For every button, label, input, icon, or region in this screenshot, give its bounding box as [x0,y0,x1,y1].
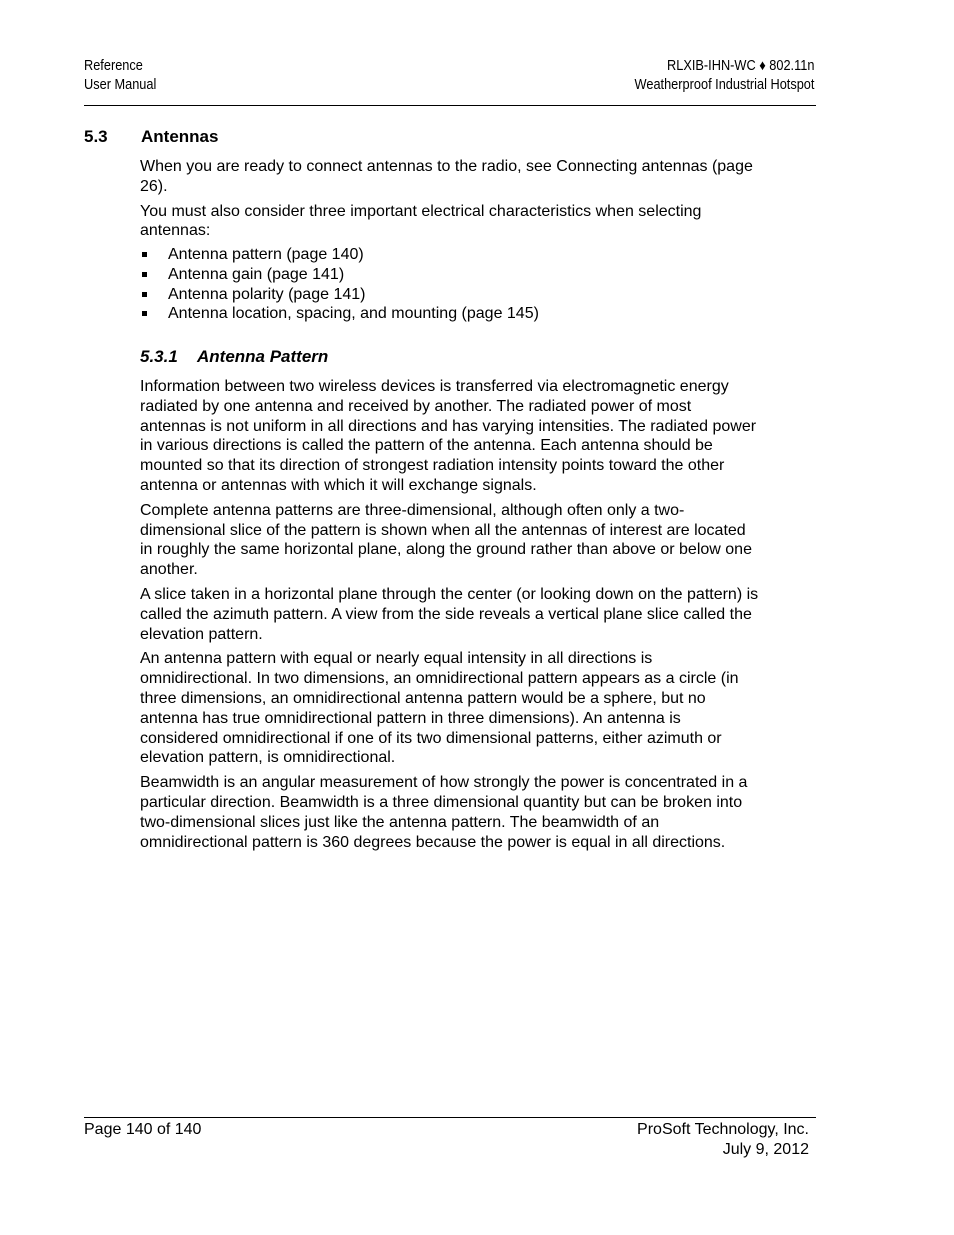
body-paragraph-4: An antenna pattern with equal or nearly equal intensity in all directions is omnidirectional. In two dimensions, an omnidirectional pattern appears as a circle (in three dimensions, an omnidirectional antenna pattern would be a sphere, but no antenna has true omnidirectional pattern in three dimensions). An antenna is considered omnidirectional if one of its two dimensional patterns, either azimuth or elevation pattern, is omnidirectional. [140,650,739,767]
header-product-name: RLXIB-IHN-WC ♦ 802.11n [666,58,814,74]
header-doc-type: User Manual [84,77,157,93]
footer-company: ProSoft Technology, Inc. [637,1121,809,1138]
footer-page-number: Page 140 of 140 [84,1121,202,1138]
list-item-text: Antenna pattern (page 140) [168,246,364,263]
body-paragraph-2: Complete antenna patterns are three-dimensional, although often only a two-dimensional slice of the pattern is shown when all the antennas of interest are located in roughly the same horizontal plane, along the ground rather than above or below one another. [140,501,752,579]
header-left [84,57,156,95]
footer-date: July 9, 2012 [722,1140,809,1158]
header-section-label: Reference [84,58,143,74]
subsection-number: 5.3.1 [140,347,178,366]
intro-paragraph-1: When you are ready to connect antennas to the radio, see Connecting antennas (page 26). [140,158,753,195]
characteristics-list [140,245,760,324]
square-bullet-icon [142,252,147,257]
square-bullet-icon [142,311,147,316]
section-number: 5.3 [84,127,108,146]
footer-divider [84,1117,816,1118]
header-divider [84,105,816,106]
square-bullet-icon [142,292,147,297]
list-item-text: Antenna location, spacing, and mounting (page 145) [168,305,539,323]
footer-right [637,1120,809,1160]
list-item-text: Antenna gain (page 141) [168,265,345,283]
section-intro [140,157,760,241]
list-item[interactable] [140,265,760,285]
list-item[interactable] [140,245,760,265]
body-paragraph-5: Beamwidth is an angular measurement of how strongly the power is concentrated in a particular direction. Beamwidth is a three dimensional quantity but can be broken into two-dimensional slices just like the antenna pattern. The beamwidth of an omnidirectional pattern is 360 degrees because the power is equal in all directions. [140,774,748,851]
body-paragraph-1: Information between two wireless devices is transferred via electromagnetic energy radiated by one antenna and received by another. The radiated power of most antennas is not uniform in all directions and has varying intensities. The radiated power in various directions is called the pattern of the antenna. Each antenna should be mounted so that its direction of strongest radiation intensity points toward the other antenna or antennas with which it will exchange signals. [140,378,757,494]
subsection-body [140,377,760,852]
list-item[interactable] [140,304,760,324]
header-product-description: Weatherproof Industrial Hotspot [634,77,814,93]
section-title: Antennas [141,127,219,146]
square-bullet-icon [142,272,147,277]
list-item-text: Antenna polarity (page 141) [168,285,366,303]
intro-paragraph-2: You must also consider three important electrical characteristics when selecting antennas: [140,202,702,240]
list-item[interactable] [140,285,760,305]
header-right [634,57,814,95]
body-paragraph-3: A slice taken in a horizontal plane through the center (or looking down on the pattern) is called the azimuth pattern. A view from the side reveals a vertical plane slice called the elevation pattern. [140,585,759,643]
subsection-title: Antenna Pattern [197,347,329,366]
